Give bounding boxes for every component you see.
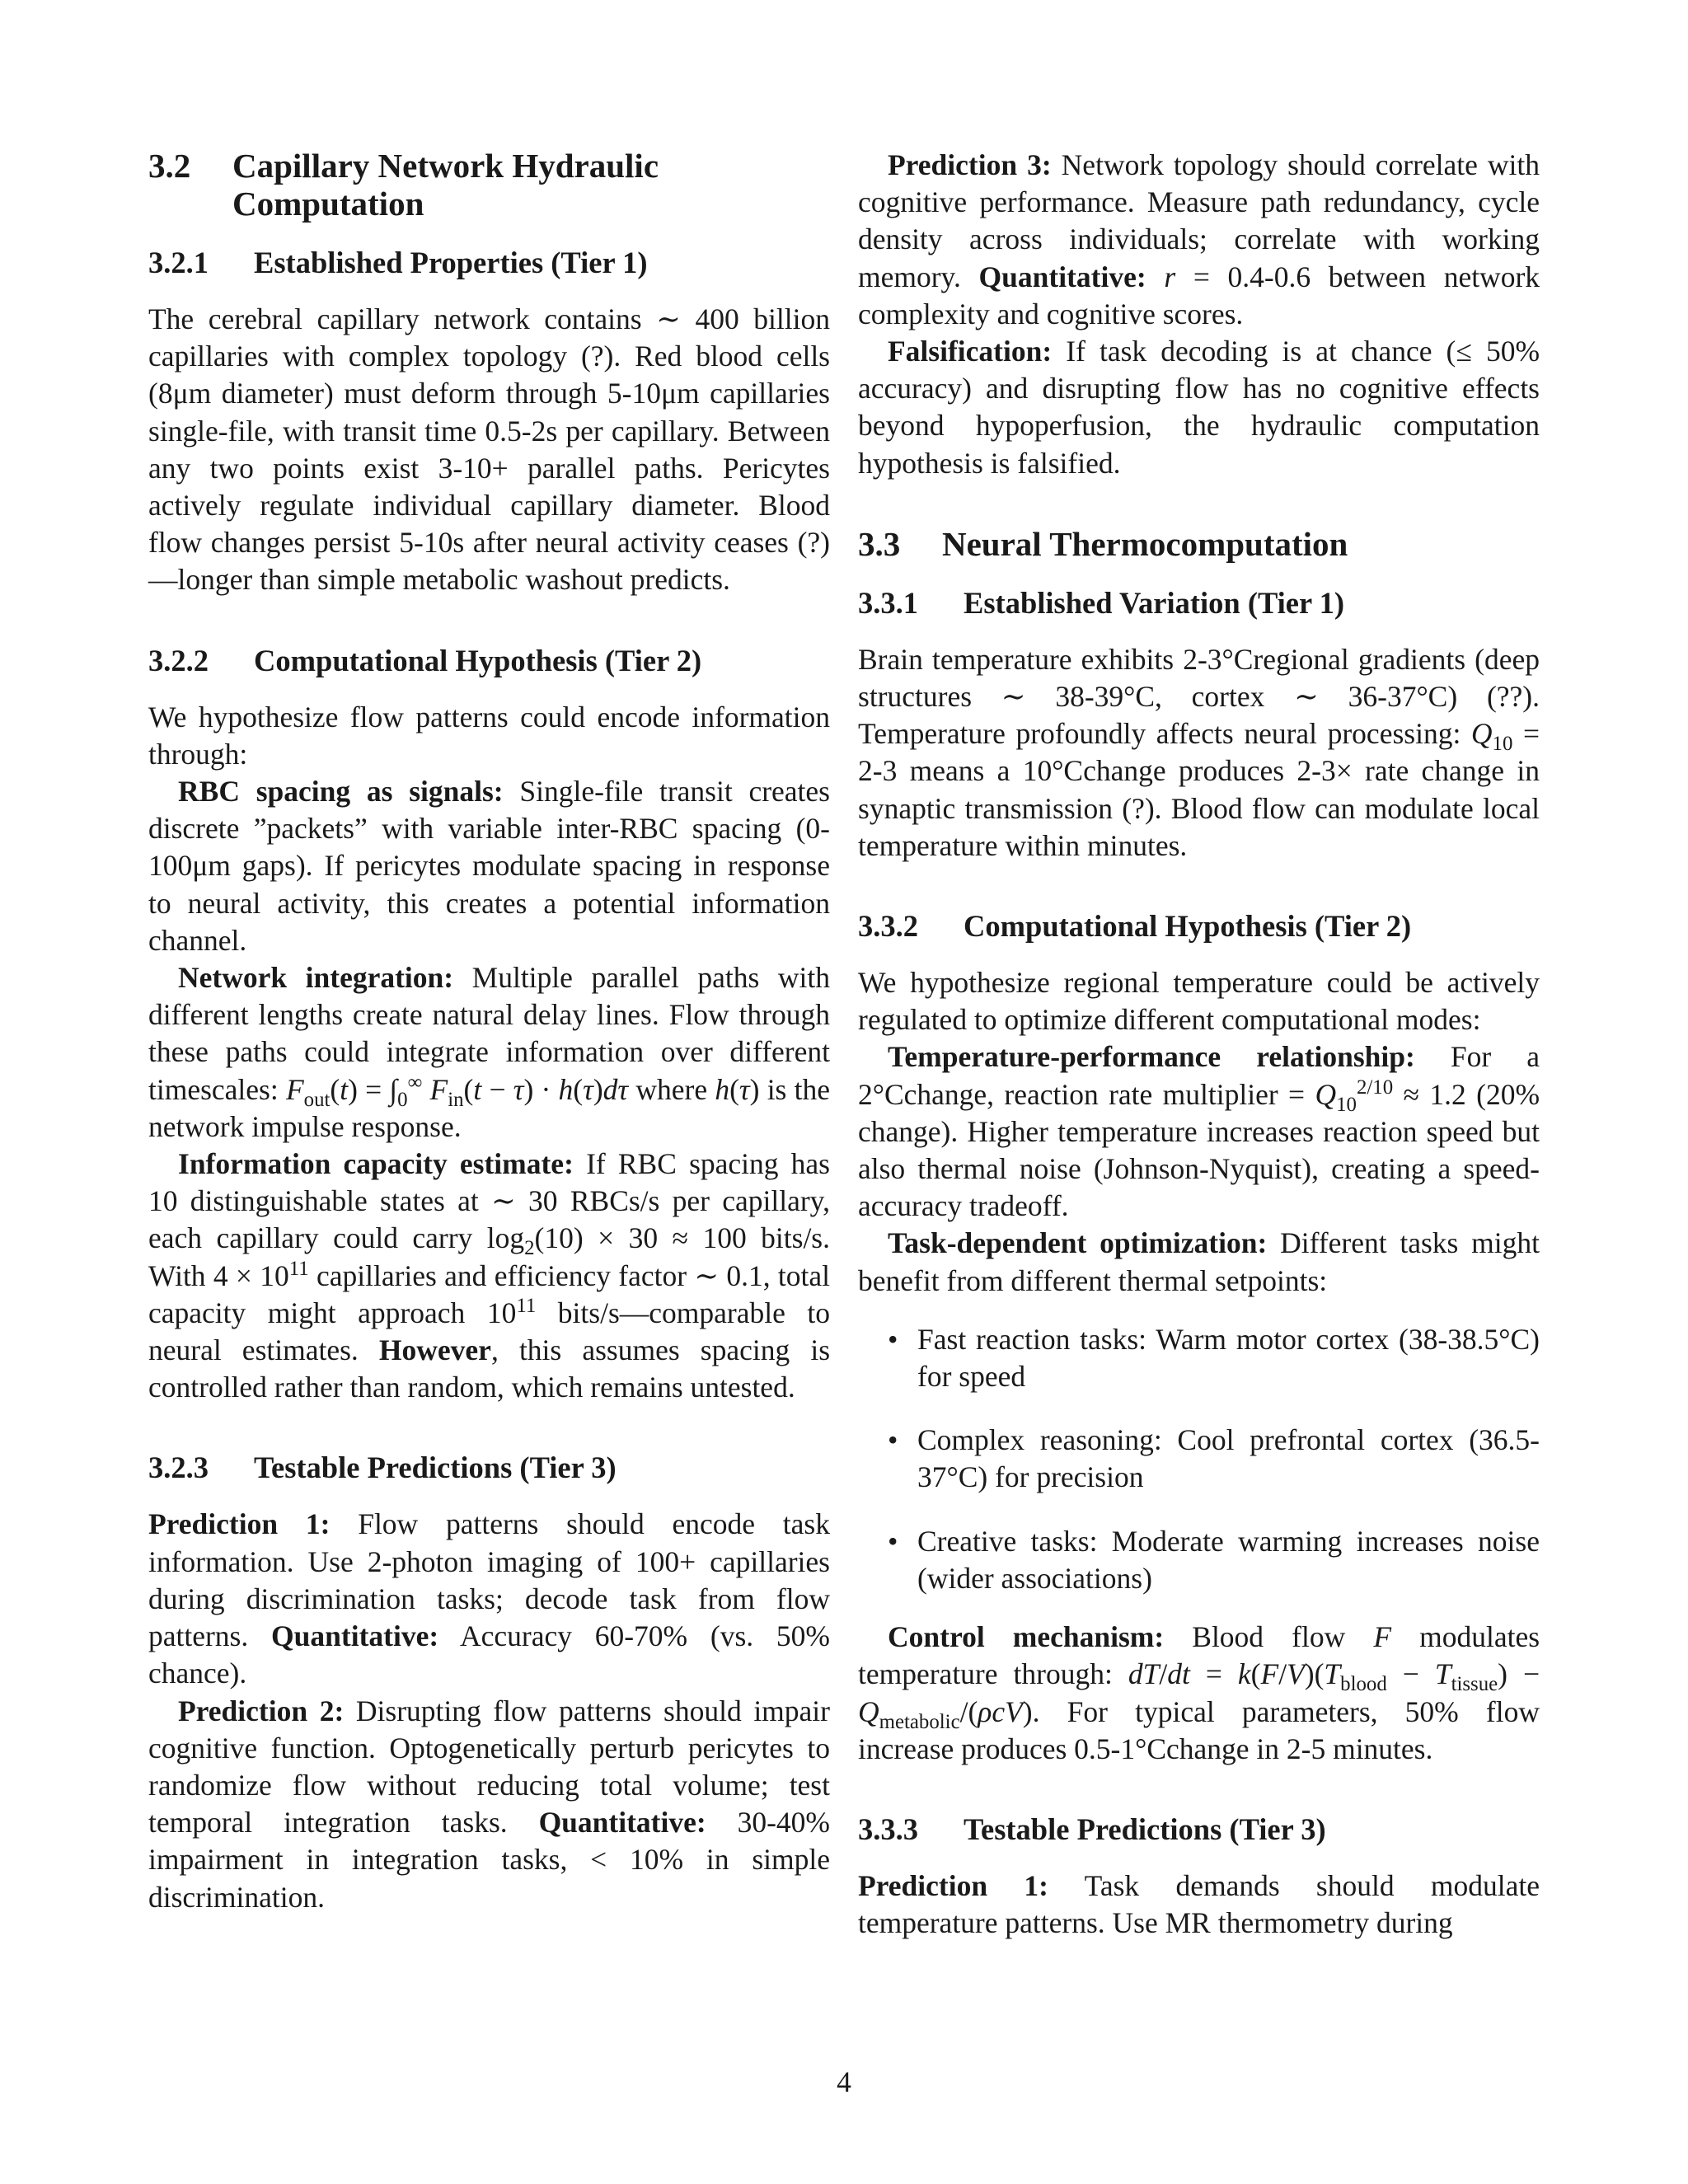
subsection-3-3-3-heading: 3.3.3 Testable Predictions (Tier 3) xyxy=(858,1811,1326,1846)
symbol-r: r xyxy=(1164,260,1176,293)
left-column xyxy=(148,147,830,1916)
subsection-3-3-1-heading: 3.3.1 Established Variation (Tier 1) xyxy=(858,585,1345,620)
subsection-3-2-3-heading: 3.2.3 Testable Predictions (Tier 3) xyxy=(148,1451,617,1485)
symbol-f: F xyxy=(1373,1620,1391,1654)
equation-q10-power: $Q_{10}^{2/10}$ xyxy=(1315,1076,1394,1116)
paragraph-falsification: Falsification: If task decoding is at chance (≤ 50% accuracy) and disrupting flow has no cognitive effects beyond hypoperfusion, the hydraulic computation hypothesis is falsified. xyxy=(858,335,1540,480)
page-number: 4 xyxy=(837,2065,851,2098)
paragraph-prediction-3: Prediction 3: Network topology should correlate with cognitive performance. Measure path redundancy, cycle density across individuals; correlate with working memory. Quantitative: r = 0.4-0.6 between network complexity and cognitive scores. xyxy=(858,148,1540,330)
equation-flow-integral: $F_{out}(t) = \int_0^\infty$ $F_{in}(t - \tau) \cdot h(\tau)d\tau$ where h(τ) xyxy=(285,1071,760,1111)
paragraph-control-mechanism: Control mechanism: Blood flow F modulates temperature through: $dT/dt = k(F/V)(T_{blood} - T_{tissue}) - Q_{metabolic}/(\rho cV)$. For typical parameters, 50% flow increase produces 0.5-1°Cchange in 2-5 minutes. xyxy=(858,1620,1540,1765)
subsection-3-2-1-heading: 3.2.1 Established Properties (Tier 1) xyxy=(148,246,648,279)
paragraph-thermo-hypothesis: We hypothesize regional temperature could be actively regulated to optimize different computational modes: xyxy=(858,966,1540,1037)
paragraph-hypothesis-intro: We hypothesize flow patterns could encode information through: xyxy=(148,700,830,771)
section-3-3-heading: 3.3 Neural Thermocomputation xyxy=(858,524,1348,563)
equation-total-capacity: $10^{11}$ xyxy=(486,1295,537,1329)
subsection-3-2-2-heading: 3.2.2 Computational Hypothesis (Tier 2) xyxy=(148,643,702,677)
list-item: • Creative tasks: Moderate warming increases noise (wider associations) xyxy=(888,1524,1540,1595)
equation-heat-balance: $dT/dt = k(F/V)(T_{blood} - T_{tissue}) - Q_{metabolic}/(\rho cV)$ xyxy=(858,1657,1540,1733)
paragraph-thermo-prediction-1: Prediction 1: Task demands should modulate temperature patterns. Use MR thermometry during xyxy=(858,1868,1540,1940)
paragraph-established-variation: Brain temperature exhibits 2-3°Cregional gradients (deep structures ∼ 38-39°C, cortex ∼ 36-37°C) (??). Temperature profoundly affects neural processing: $Q_{10} = 2-3$ means a 10°Cchange produces 2-3× rate change in synaptic transmission (?). Blood flow can modulate local temperature within minutes. xyxy=(858,642,1540,862)
bullet-icon: • xyxy=(888,1524,898,1558)
subsection-3-3-2-heading: 3.3.2 Computational Hypothesis (Tier 2) xyxy=(858,909,1412,944)
thermal-setpoint-list xyxy=(858,1321,1540,1597)
bullet-icon: • xyxy=(888,1423,898,1457)
right-column xyxy=(858,147,1540,1942)
equation-capacity: $\log_2(10) \times 30$ ≈ xyxy=(486,1221,689,1260)
list-item: • Complex reasoning: Cool prefrontal cortex (36.5-37°C) for precision xyxy=(888,1423,1540,1494)
paragraph-established-properties: The cerebral capillary network contains ∼ 400 billion capillaries with complex topology (?). Red blood cells (8μm diameter) must deform through 5-10μm capillaries single-file, with transit time 0.5-2s per capillary. Between any two points exist 3-10+ parallel paths. Pericytes actively regulate individual capillary diameter. Blood flow changes persist 5-10s after neural activity ceases (?)—longer than simple metabolic washout predicts. xyxy=(148,302,830,597)
equation-capillary-count: $4 \times 10^{11}$ xyxy=(213,1257,309,1292)
paragraph-network-integration: Network integration: Multiple parallel paths with different lengths create natural delay lines. Flow through these paths could integrate information over different timescales: $F_{out}(t) = \int_0^\infty$ $F_{in}(t - \tau) \cdot h(\tau)d\tau$ where h(τ) is the network impulse response. xyxy=(148,961,831,1143)
paragraph-prediction-1: Prediction 1: Flow patterns should encode task information. Use 2-photon imaging of 100+ capillaries during discrimination tasks; decode task from flow patterns. Quantitative: Accuracy 60-70% (vs. 50% chance). xyxy=(148,1507,831,1690)
paragraph-information-capacity: Information capacity estimate: If RBC spacing has 10 distinguishable states at ∼ 30 RBCs/s per capillary, each capillary could carry $\log_2(10) \times 30 \approx 100$ bits/s. With $4 \times 10^{11}$ capillaries and efficiency factor ∼ 0.1, total capacity might approach $10^{11}$ bits/s—comparable to neural estimates. However, this assumes spacing is controlled rather than random, which remains untested. xyxy=(148,1147,831,1404)
paragraph-temperature-performance: Temperature-performance relationship: For a 2°Cchange, reaction rate multiplier = $Q_{10}^{2/10} \approx 1.2$ (20% change). Higher temperature increases reaction speed but also thermal noise (Johnson-Nyquist), creating a speed-accuracy tradeoff. xyxy=(858,1040,1540,1223)
equation-q10: $Q_{10}$ xyxy=(1470,717,1513,756)
bullet-icon: • xyxy=(888,1322,898,1356)
paragraph-task-dependent: Task-dependent optimization: Different tasks might benefit from different thermal setpoints: xyxy=(858,1226,1540,1297)
section-3-2-heading: 3.2 Capillary Network Hydraulic Computation xyxy=(148,147,659,223)
paragraph-rbc-spacing: RBC spacing as signals: Single-file transit creates discrete ”packets” with variable inter-RBC spacing (0-100μm gaps). If pericytes modulate spacing in response to neural activity, this creates a potential information channel. xyxy=(148,775,830,957)
list-item: • Fast reaction tasks: Warm motor cortex (38-38.5°C) for speed xyxy=(888,1322,1540,1394)
paragraph-prediction-2: Prediction 2: Disrupting flow patterns should impair cognitive function. Optogenetically perturb pericytes to randomize flow without reducing total volume; test temporal integration tasks. Quantitative: 30-40% impairment in integration tasks, < 10% in simple discrimination. xyxy=(148,1694,830,1914)
